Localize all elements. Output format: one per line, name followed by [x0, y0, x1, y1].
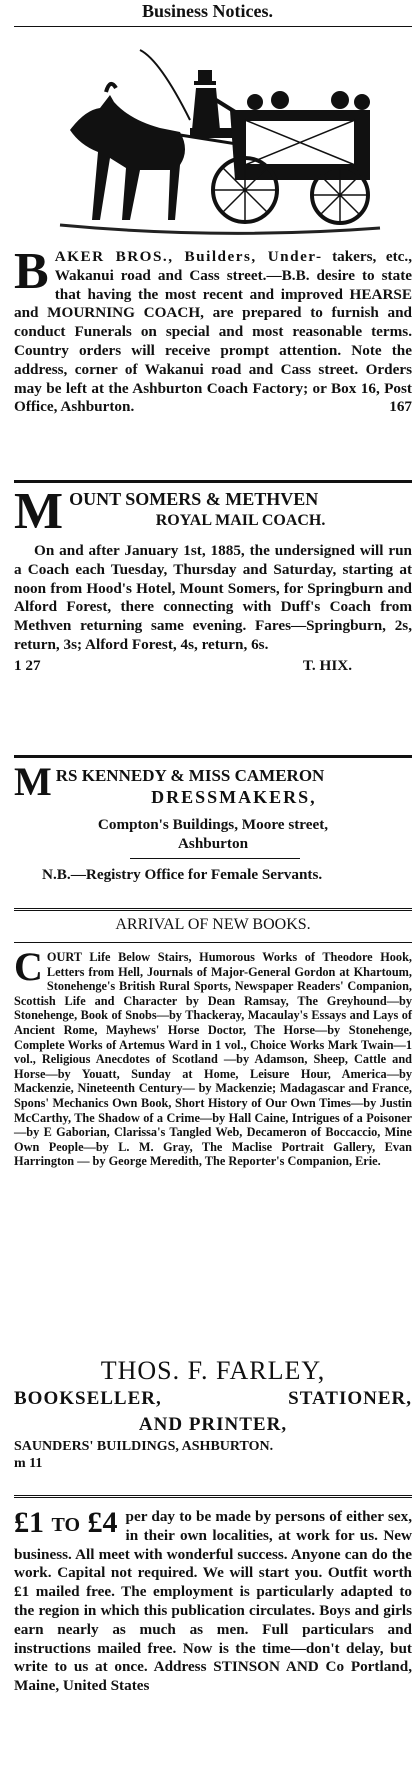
work-to: TO	[51, 1514, 81, 1537]
dress-note	[14, 866, 412, 885]
baker-first-line: AKER BROS., Builders, Under-	[54, 248, 323, 265]
coach-code: 1 27	[14, 656, 41, 674]
books-address: SAUNDERS' BUILDINGS, ASHBURTON.	[14, 1439, 274, 1454]
coach-body: On and after January 1st, 1885, the undersigned will run a Coach each Tuesday, Thursday and Saturday, starting at noon from Hood's Hotel, Mount Somers, for Springburn and Alford Forest, there connecting with Duff's Coach from Methven returning same evening. Fares—Springburn, 2s, return, 3s; Alford Forest, 4s, return, 6s.	[14, 542, 412, 653]
coach-signature: T. HIX.	[302, 656, 352, 674]
work-amount-block	[14, 1508, 118, 1540]
books-list	[14, 944, 412, 1169]
books-body: OURT Life Below Stairs, Humorous Works of Theodore Hook, Letters from Hell, Journals of Major-General Gordon at Khartoum, Stonehenge's British Rural Sports, Newspaper Readers' Companion, Scottish Life and Character by Dean Ramsay, The Greyhound—by Stonehenge, Book of Snobs—by Thackeray, Macaulay's Essays and Lays of Ancient Rome, Mayhews' Horse Doctor, The Horse—by Stonehenge, Complete Works of Artemus Ward in 1 vol., Choice Works Mark Twain—1 vol., Religious Anecdotes of Scotland —by Adamson, Sheep, Cattle and Horse—by Youatt, Sunday at Home, Leisure Hour, America—by Mackenzie, Nineteenth Century— by Mackenzie; Madagascar and France, Spons' Mechanics Own Book, Short History of Our Own Times—by Justin McCarthy, The Shadow of a Crime—by Hall Caine, Intrigues of a Poisoner—by E Gaborian, Clarissa's Tangled Web, Decameron of Boccaccio, Mine Own People—by L. M. Gray, The Maclise Portrait Gallery, Evan Harrington — by George Meredith, The Reporter's Companion, Erie.	[14, 950, 412, 1169]
dress-address-1: Compton's Buildings, Moore street,	[97, 816, 329, 833]
work-amount-1: £1	[14, 1506, 44, 1539]
coach-title-2: ROYAL MAIL COACH.	[155, 512, 326, 529]
coach-title-1: OUNT SOMERS & METHVEN	[69, 489, 319, 509]
section-header: Business Notices.	[141, 1, 273, 21]
books-seller: THOS. F. FARLEY,	[100, 1356, 326, 1385]
baker-body: takers, etc., Wakanui road and Cass street.—B.B. desire to state that having the most recent and improved HEARSE and MOURNING COACH, are prepared to furnish and conduct Funerals on special and most reasonable terms. Country orders will receive prompt attention. Note the address, corner of Wakanui road and Cass street. Orders may be left at the Ashburton Coach Factory; or Box 16, Post Office, Ashburton.	[14, 248, 412, 416]
books-seller-block	[14, 1356, 412, 1472]
books-heading: ARRIVAL OF NEW BOOKS.	[115, 916, 311, 933]
hearse-illustration	[40, 40, 390, 240]
divider	[14, 942, 412, 943]
dress-address-2: Ashburton	[177, 834, 249, 852]
baker-code: 167	[389, 398, 412, 416]
work-body: their own localities, at work for us. New business. All meet with wonderful success. Anyone can do the work. Capital not required. We will start you. Outfit worth £1 mailed free. The employment is particularly adapted to the region in which this publication circulates. Boys and girls earn nearly as much as men. Full particulars and instructions mailed free. Now is the time—don't delay, but write to us at once. Address STINSON AND Co Portland, Maine, United States	[14, 1526, 413, 1695]
divider	[14, 1495, 412, 1498]
dress-dropcap: M	[14, 759, 52, 804]
baker-bros-ad	[14, 243, 412, 417]
divider	[14, 755, 412, 758]
work-lead: per day to be made by persons of either sex, in	[125, 1508, 412, 1544]
divider	[14, 908, 412, 911]
work-ad	[14, 1508, 412, 1696]
coach-ad	[14, 483, 412, 676]
dress-title-2: DRESSMAKERS,	[151, 787, 317, 807]
books-code: m 11	[14, 1456, 43, 1471]
divider	[14, 26, 412, 27]
baker-dropcap: B	[14, 243, 49, 300]
coach-dropcap: M	[14, 483, 64, 540]
books-trade-2: AND PRINTER,	[138, 1414, 288, 1435]
work-amount-2: £4	[87, 1506, 118, 1539]
books-dropcap: C	[14, 944, 43, 989]
divider	[14, 480, 412, 483]
dressmakers-ad	[14, 759, 412, 854]
dress-title-1: RS KENNEDY & MISS CAMERON	[55, 766, 325, 785]
books-trade-1: BOOKSELLER, STATIONER,	[14, 1388, 412, 1409]
divider	[130, 858, 300, 859]
dress-note-text: N.B.—Registry Office for Female Servants.	[42, 866, 323, 883]
